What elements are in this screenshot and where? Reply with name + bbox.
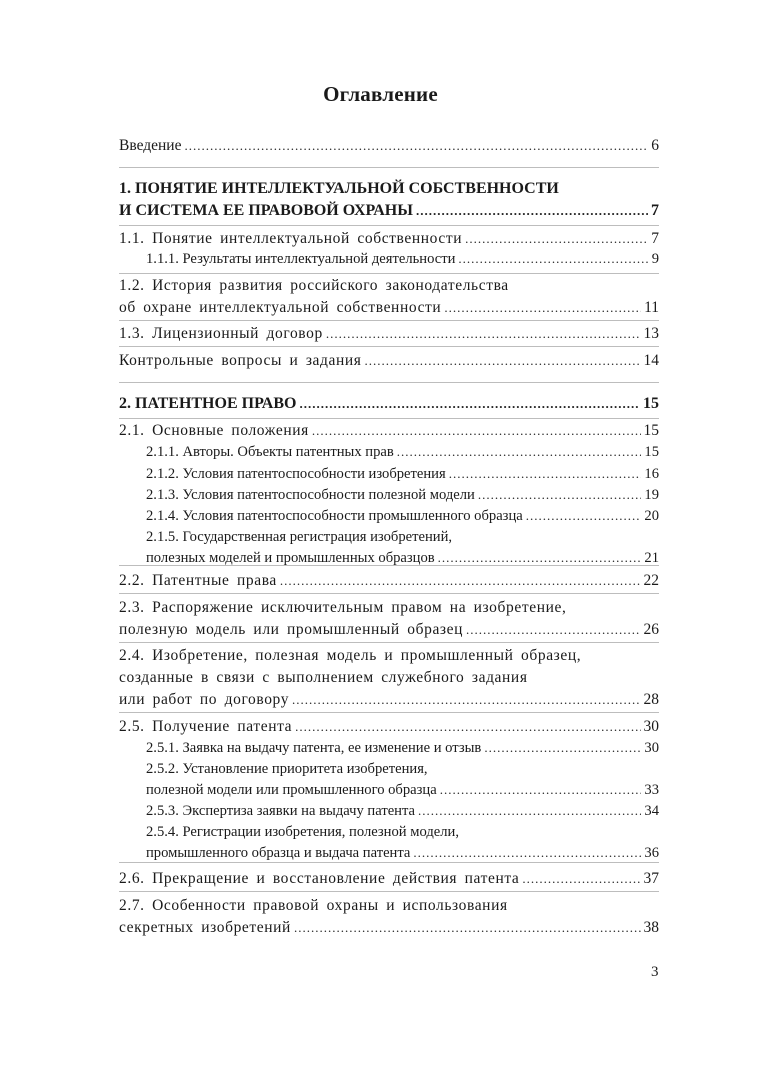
toc-entry-text: 2.1.4. Условия патентоспособности промышленного образца [146, 508, 523, 524]
toc-leader-dots [465, 228, 648, 250]
toc-entry-2-1-3[interactable] [146, 484, 659, 506]
toc-entry-text: 1.1. Понятие интеллектуальной собственности [119, 230, 463, 247]
toc-entry-intro[interactable] [119, 135, 659, 157]
toc-entry-2-1[interactable] [119, 420, 659, 442]
toc-entry-2-4[interactable] [119, 689, 659, 711]
toc-page-number: 15 [643, 395, 659, 412]
toc-leader-dots [418, 800, 641, 822]
toc-chapter-2[interactable] [119, 393, 659, 415]
toc-leader-dots [280, 570, 641, 592]
toc-entry-2-1-1[interactable] [146, 441, 659, 463]
toc-entry-2-5-2-line1[interactable] [146, 758, 659, 780]
toc-entry-text: 2.4. Изобретение, полезная модель и промышленный образец, [119, 647, 582, 664]
toc-entry-text: полезных моделей и промышленных образцов [146, 550, 435, 566]
section-divider [119, 346, 659, 347]
toc-entry-text: полезной модели или промышленного образца [146, 782, 437, 798]
toc-entry-text: Введение [119, 137, 182, 154]
toc-leader-dots [184, 135, 648, 157]
toc-page-number: 20 [644, 508, 659, 524]
section-divider [119, 862, 659, 863]
toc-page-number: 22 [643, 572, 659, 589]
toc-page-number: 30 [643, 718, 659, 735]
toc-page-number: 16 [644, 466, 659, 482]
section-divider [119, 273, 659, 274]
toc-entry-text: 2.5.3. Экспертиза заявки на выдачу патента [146, 803, 416, 819]
toc-entry-text: 2.5.4. Регистрации изобретения, полезной модели, [146, 824, 459, 840]
toc-entry-text: 1. ПОНЯТИЕ ИНТЕЛЛЕКТУАЛЬНОЙ СОБСТВЕННОСТИ [119, 180, 559, 197]
section-divider [119, 891, 659, 892]
toc-entry-2-1-4[interactable] [146, 505, 659, 527]
toc-entry-2-7-line1[interactable] [119, 895, 659, 917]
page-number: 3 [651, 964, 659, 980]
toc-entry-text: об охране интеллектуальной собственности [119, 299, 442, 316]
toc-entry-text: 2.1.5. Государственная регистрация изобретений, [146, 529, 453, 545]
toc-leader-dots [397, 441, 642, 463]
toc-leader-dots [312, 420, 641, 442]
toc-page-number: 34 [644, 803, 659, 819]
section-divider [119, 712, 659, 713]
toc-leader-dots [299, 393, 640, 415]
toc-leader-dots [295, 716, 640, 738]
toc-entry-text: промышленного образца и выдача патента [146, 845, 411, 861]
toc-entry-text: 2.6. Прекращение и восстановление действия патента [119, 870, 520, 887]
toc-entry-text: 2.1.2. Условия патентоспособности изобретения [146, 466, 446, 482]
toc-page-number: 38 [643, 919, 659, 936]
toc-entry-1-2-line1[interactable] [119, 275, 659, 297]
toc-entry-2-5-4[interactable] [146, 842, 659, 864]
toc-page-number: 19 [644, 487, 659, 503]
toc-leader-dots [444, 297, 641, 319]
toc-entry-1-1[interactable] [119, 228, 659, 250]
toc-leader-dots [292, 689, 640, 711]
page-title: Оглавление [323, 82, 438, 106]
toc-entry-2-5-1[interactable] [146, 737, 659, 759]
toc-entry-text: 2.5.1. Заявка на выдачу патента, ее изменение и отзыв [146, 740, 482, 756]
toc-entry-2-2[interactable] [119, 570, 659, 592]
toc-entry-text: 2.5. Получение патента [119, 718, 293, 735]
toc-leader-dots [449, 463, 642, 485]
toc-leader-dots [458, 248, 648, 270]
toc-page-number: 7 [651, 202, 659, 219]
toc-page-number: 33 [644, 782, 659, 798]
toc-entry-2-4-line2[interactable] [119, 667, 659, 689]
toc-leader-dots [466, 619, 640, 641]
toc-page-number: 36 [644, 845, 659, 861]
toc-entry-text: 1.3. Лицензионный договор [119, 325, 323, 342]
toc-entry-text: Контрольные вопросы и задания [119, 352, 362, 369]
toc-leader-dots [526, 505, 642, 527]
toc-page-number: 15 [643, 422, 659, 439]
toc-entry-2-5-2[interactable] [146, 779, 659, 801]
toc-page-number: 7 [651, 230, 659, 247]
toc-entry-text: И СИСТЕМА ЕЕ ПРАВОВОЙ ОХРАНЫ [119, 202, 413, 219]
section-divider [119, 225, 659, 226]
toc-entry-text: 1.2. История развития российского законодательства [119, 277, 509, 294]
toc-entry-2-5-4-line1[interactable] [146, 821, 659, 843]
toc-entry-2-6[interactable] [119, 868, 659, 890]
toc-entry-text: или работ по договору [119, 691, 290, 708]
toc-chapter-1-line1[interactable] [119, 178, 659, 200]
toc-entry-text: секретных изобретений [119, 919, 291, 936]
toc-entry-2-3[interactable] [119, 619, 659, 641]
toc-page-number: 14 [643, 352, 659, 369]
toc-entry-2-7[interactable] [119, 917, 659, 939]
section-divider [119, 593, 659, 594]
toc-page-number: 30 [644, 740, 659, 756]
toc-entry-text: 2.1.1. Авторы. Объекты патентных прав [146, 444, 394, 460]
toc-entry-2-5-3[interactable] [146, 800, 659, 822]
toc-entry-1-2[interactable] [119, 297, 659, 319]
toc-entry-2-4-line1[interactable] [119, 645, 659, 667]
toc-leader-dots [484, 737, 641, 759]
toc-entry-text: созданные в связи с выполнением служебного задания [119, 669, 528, 686]
toc-entry-questions-1[interactable] [119, 350, 659, 372]
toc-leader-dots [326, 323, 641, 345]
toc-page-number: 28 [643, 691, 659, 708]
toc-entry-text: 2.1. Основные положения [119, 422, 309, 439]
section-divider [119, 382, 659, 383]
toc-entry-2-3-line1[interactable] [119, 597, 659, 619]
section-divider [119, 320, 659, 321]
toc-entry-text: 2.5.2. Установление приоритета изобретения, [146, 761, 428, 777]
toc-page-number: 26 [643, 621, 659, 638]
toc-leader-dots [522, 868, 640, 890]
toc-entry-1-1-1[interactable] [146, 248, 659, 270]
toc-page-number: 13 [643, 325, 659, 342]
toc-entry-text: 2.3. Распоряжение исключительным правом на изобретение, [119, 599, 567, 616]
toc-entry-2-1-5-line1[interactable] [146, 526, 659, 548]
toc-page-number: 9 [651, 251, 659, 267]
section-divider [119, 418, 659, 419]
toc-chapter-1[interactable] [119, 200, 659, 222]
toc-entry-2-1-2[interactable] [146, 463, 659, 485]
toc-entry-1-3[interactable] [119, 323, 659, 345]
toc-leader-dots [413, 842, 641, 864]
toc-leader-dots [294, 917, 641, 939]
toc-entry-text: полезную модель или промышленный образец [119, 621, 464, 638]
section-divider [119, 642, 659, 643]
toc-entry-text: 2.7. Особенности правовой охраны и использования [119, 897, 508, 914]
toc-entry-text: 1.1.1. Результаты интеллектуальной деятельности [146, 251, 456, 267]
toc-entry-text: 2.1.3. Условия патентоспособности полезной модели [146, 487, 475, 503]
toc-page-number: 15 [644, 444, 659, 460]
toc-page-number: 21 [644, 550, 659, 566]
toc-page-number: 37 [643, 870, 659, 887]
toc-leader-dots [416, 200, 648, 222]
toc-page-number: 6 [651, 137, 659, 154]
section-divider [119, 167, 659, 168]
toc-entry-text: 2. ПАТЕНТНОЕ ПРАВО [119, 395, 297, 412]
toc-entry-text: 2.2. Патентные права [119, 572, 277, 589]
toc-leader-dots [365, 350, 641, 372]
section-divider [119, 565, 659, 566]
toc-page-number: 11 [644, 299, 659, 316]
toc-leader-dots [440, 779, 642, 801]
toc-entry-2-5[interactable] [119, 716, 659, 738]
toc-leader-dots [478, 484, 642, 506]
